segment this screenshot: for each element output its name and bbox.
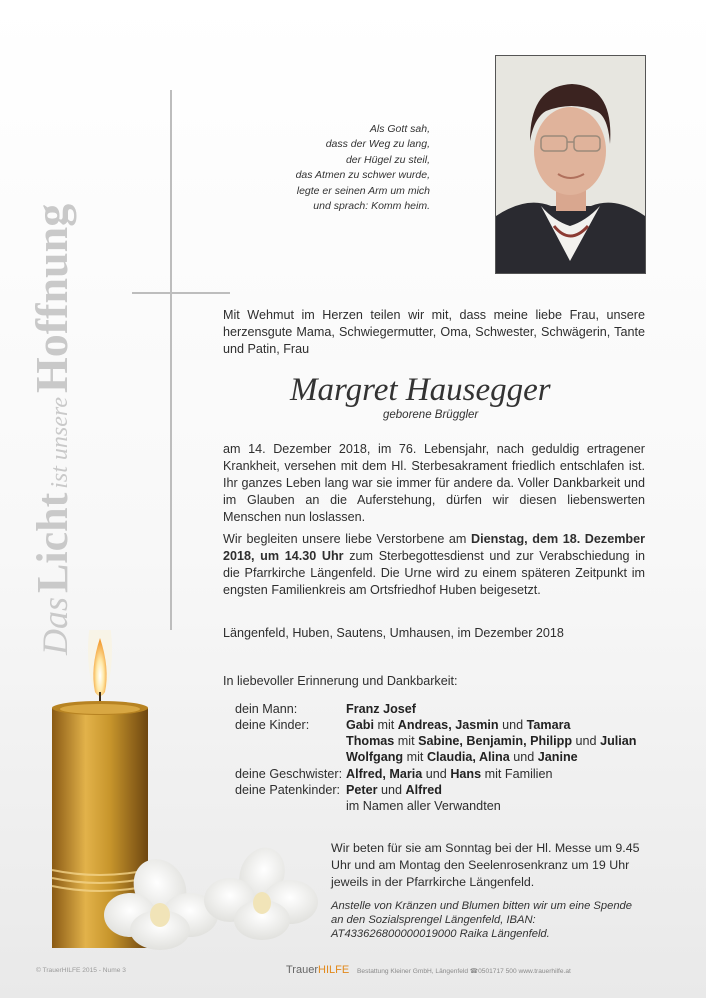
child-family-last: Tamara — [526, 718, 571, 732]
child-family-names: Andreas, Jasmin — [397, 718, 499, 732]
funeral-date: Dienstag, dem 18. Dezember 2018, um 14.30 Uhr — [223, 532, 645, 563]
motto-word-hoffnung: Hoffnung — [26, 203, 77, 393]
poem-line: und sprach: Komm heim. — [313, 200, 430, 213]
cross-vertical-line — [170, 90, 172, 630]
motto-word-ist-unsere: ist unsere — [47, 396, 73, 489]
intro-paragraph: Mit Wehmut im Herzen teilen wir mit, dass meine liebe Frau, unsere herzensgute Mama, Schwiegermutter, Oma, Schwester, Schwägerin, Tante und Patin, Frau — [223, 308, 645, 356]
places-date-line: Längenfeld, Huben, Sautens, Umhausen, im Dezember 2018 — [223, 626, 564, 640]
godchild-name: Peter — [346, 783, 378, 797]
logo-text-trauer: Trauer — [286, 964, 318, 976]
family-child-row — [346, 733, 636, 749]
motto-vertical-text — [25, 204, 78, 655]
poem — [260, 122, 430, 214]
godchild-name: Alfred — [405, 783, 442, 797]
funeral-text-part2: zum Sterbegottesdienst und zur Verabschiedung in die Pfarrkirche Längenfeld. Die Urne wird zu einem späteren Zeitpunkt im engsten Familienkreis am Ortsfriedhof Huben beigesetzt. — [223, 549, 645, 597]
trauerhilfe-logo — [286, 964, 349, 976]
death-paragraph: am 14. Dezember 2018, im 76. Lebensjahr, nach geduldig ertragener Krankheit, versehen mit dem Hl. Sterbesakrament friedlich entschlafen ist. Ihr ganzes Leben lang war sie immer für andere da. Voller Dankbarkeit und im Glauben an die Auferstehung, dürfen wir diesen liebenswerten Menschen nun loslassen. — [223, 442, 645, 524]
poem-line: das Atmen zu schwer wurde, — [295, 169, 430, 182]
family-godchildren — [346, 782, 442, 798]
donation-paragraph: Anstelle von Kränzen und Blumen bitten wir um eine Spende an den Sozialsprengel Längenfeld, IBAN: AT433626800000019000 Raika Längenfeld. — [331, 900, 633, 940]
motto-word-das: Das — [35, 596, 75, 655]
family-child-row — [346, 749, 578, 765]
connector-text: und — [381, 783, 403, 797]
deceased-name: Margret Hausegger — [290, 372, 551, 408]
connector-text: und — [513, 750, 535, 764]
footer-contact: Bestattung Kleiner GmbH, Längenfeld ☎0501717 500 www.trauerhilfe.at — [357, 968, 571, 975]
child-name: Gabi — [346, 718, 374, 732]
siblings-suffix: mit Familien — [484, 767, 553, 781]
family-label-children: deine Kinder: — [235, 718, 310, 732]
funeral-text-part1: Wir begleiten unsere liebe Verstorbene am — [223, 532, 471, 546]
family-label-siblings: deine Geschwister: — [235, 767, 343, 781]
sibling-name-last: Hans — [450, 767, 482, 781]
logo-text-hilfe: HILFE — [318, 964, 350, 976]
child-family-names: Sabine, Benjamin, Philipp — [418, 734, 573, 748]
poem-line: der Hügel zu steil, — [345, 153, 430, 166]
connector-text: mit — [406, 750, 424, 764]
family-child-row — [346, 717, 570, 733]
connector-text: und — [425, 767, 447, 781]
portrait-photo — [495, 55, 646, 274]
mass-paragraph: Wir beten für sie am Sonntag bei der Hl. Messe um 9.45 Uhr und am Montag den Seelenrosenkranz um 19 Uhr jeweils in der Pfarrkirche Längenfeld. — [331, 841, 640, 889]
child-name: Wolfgang — [346, 750, 404, 764]
connector-text: und — [575, 734, 597, 748]
family-siblings — [346, 766, 553, 782]
connector-text: und — [502, 718, 524, 732]
family-label-husband: dein Mann: — [235, 702, 298, 716]
child-name: Thomas — [346, 734, 395, 748]
child-family-last: Julian — [600, 734, 637, 748]
footer-copyright: © TrauerHILFE 2015 - Nume 3 — [36, 967, 126, 974]
memory-heading: In liebevoller Erinnerung und Dankbarkeit: — [223, 674, 458, 688]
family-husband — [346, 701, 416, 717]
child-family-last: Janine — [537, 750, 578, 764]
cross-horizontal-line — [132, 292, 230, 294]
poem-line: legte er seinen Arm um mich — [296, 184, 430, 197]
connector-text: mit — [377, 718, 395, 732]
motto-word-licht: Licht — [28, 492, 77, 593]
relatives-line: im Namen aller Verwandten — [346, 799, 501, 813]
poem-line: Als Gott sah, — [369, 123, 430, 135]
sibling-names: Alfred, Maria — [346, 767, 423, 781]
maiden-name: geborene Brüggler — [383, 409, 479, 421]
family-label-godchildren: deine Patenkinder: — [235, 783, 341, 797]
candle-illustration — [40, 630, 330, 960]
poem-line: dass der Weg zu lang, — [325, 138, 430, 151]
funeral-paragraph — [223, 531, 645, 599]
child-family-names: Claudia, Alina — [426, 750, 510, 764]
husband-name: Franz Josef — [346, 702, 416, 716]
connector-text: mit — [397, 734, 415, 748]
